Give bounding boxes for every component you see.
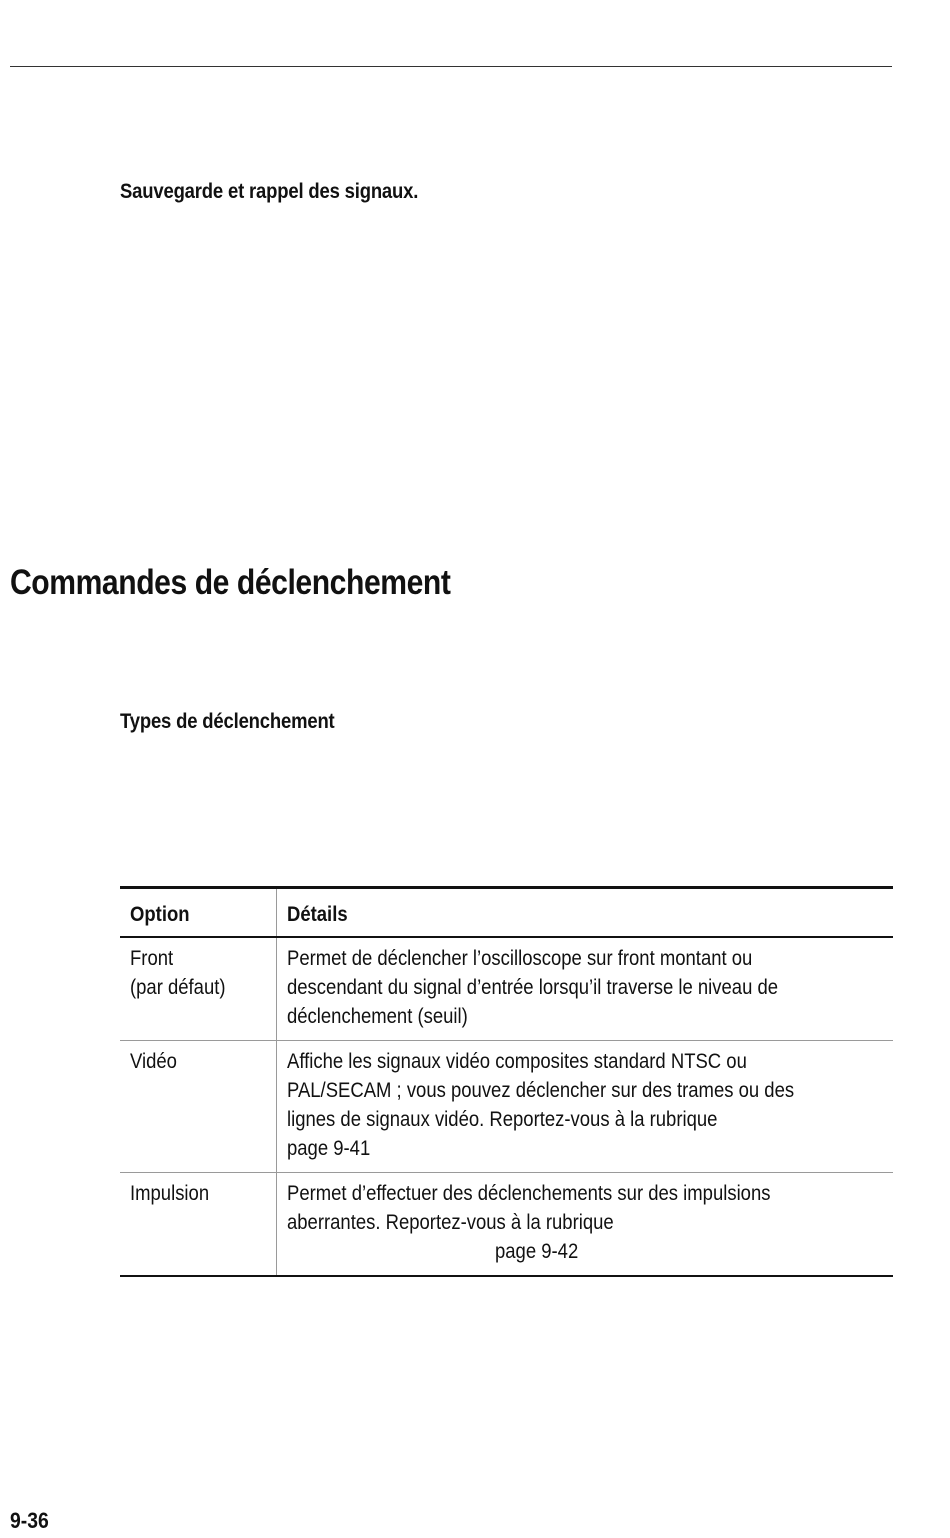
page-reference: page 9-42 [495, 1240, 579, 1263]
option-cell: Vidéo [120, 1041, 277, 1173]
option-cell: Impulsion [120, 1173, 277, 1277]
trigger-types-table [120, 886, 893, 1277]
section-heading-trigger-types: Types de déclenchement [120, 710, 335, 733]
table-header-row [120, 888, 893, 938]
column-header-details: Détails [277, 888, 894, 938]
table-row [120, 937, 893, 1041]
column-header-option: Option [120, 888, 277, 938]
header-rule [10, 66, 892, 67]
page-reference: page 9-41 [287, 1137, 371, 1160]
main-heading-trigger-controls: Commandes de déclenchement [10, 563, 451, 602]
table-row [120, 1041, 893, 1173]
details-cell: Permet de déclencher l’oscilloscope sur front montant ou descendant du signal d’entrée lorsqu’il traverse le niveau de déclenchement (seuil) [277, 937, 894, 1041]
option-cell: Front (par défaut) [120, 937, 277, 1041]
details-cell: Permet d’effectuer des déclenchements sur des impulsions aberrantes. Reportez-vous à la rubrique page 9-42 [277, 1173, 894, 1277]
table-row [120, 1173, 893, 1277]
details-cell: Affiche les signaux vidéo composites standard NTSC ou PAL/SECAM ; vous pouvez déclencher sur des trames ou des lignes de signaux vidéo. Reportez-vous à la rubrique page 9-41 [277, 1041, 894, 1173]
page-number: 9-36 [10, 1508, 49, 1533]
section-heading-save-recall: Sauvegarde et rappel des signaux. [120, 180, 419, 203]
